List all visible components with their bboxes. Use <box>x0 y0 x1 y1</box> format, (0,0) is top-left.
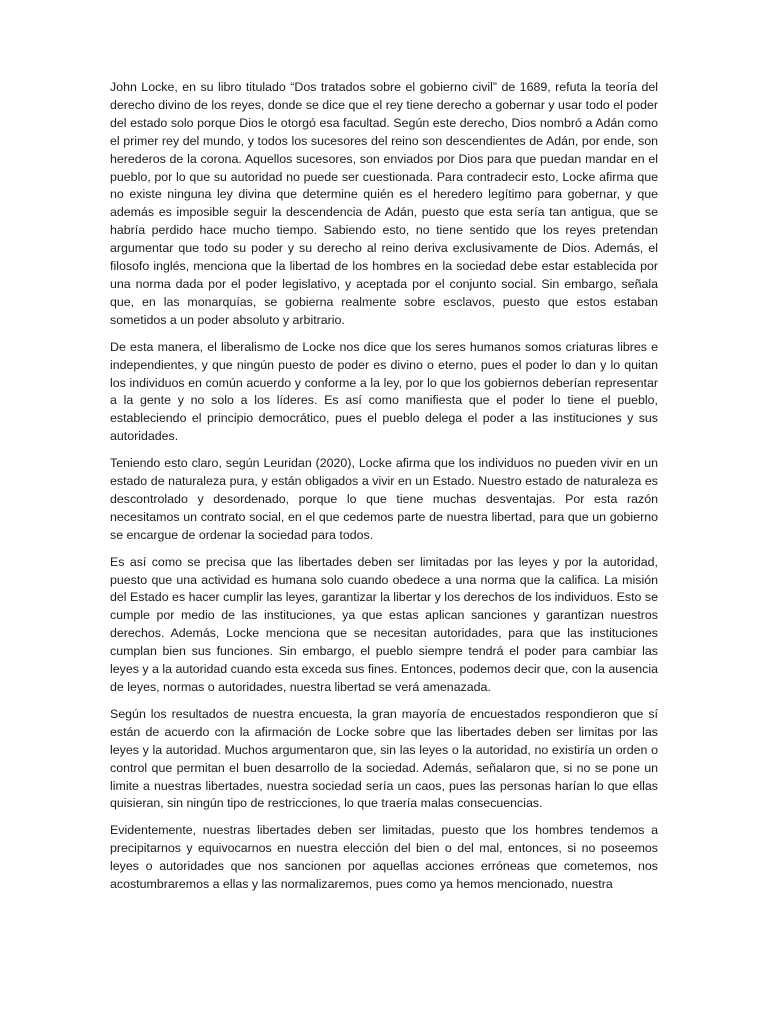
paragraph-conclusion: Evidentemente, nuestras libertades deben ser limitadas, puesto que los hombres tendemos a precipitarnos y equivocarnos en nuestra elección del bien o del mal, entonces, si no poseemos leyes o autoridades que nos sancionen por aquellas acciones erróneas que cometemos, nos acostumbraremos a ellas y las normalizaremos, pues como ya hemos mencionado, nuestra <box>110 823 658 892</box>
paragraph-social-contract: Teniendo esto claro, según Leuridan (2020), Locke afirma que los individuos no pueden vivir en un estado de naturaleza pura, y están obligados a vivir en un Estado. Nuestro estado de naturaleza es descontrolado y desordenado, porque lo que tiene muchas desventajas. Por esta razón necesitamos un contrato social, en el que cedemos parte de nuestra libertad, para que un gobierno se encargue de ordenar la sociedad para todos. <box>110 456 658 542</box>
paragraph-liberalism: De esta manera, el liberalismo de Locke nos dice que los seres humanos somos criaturas libres e independientes, y que ningún puesto de poder es divino o eterno, pues el poder lo dan y lo quitan los individuos en común acuerdo y conforme a la ley, por lo que los gobiernos deberían representar a la gente y no solo a los líderes. Es así como manifiesta que el poder lo tiene el pueblo, estableciendo el principio democrático, pues el pueblo delega el poder a las instituciones y sus autoridades. <box>110 339 658 444</box>
paragraph-limited-liberties: Es así como se precisa que las libertades deben ser limitadas por las leyes y por la autoridad, puesto que una actividad es humana solo cuando obedece a una norma que la califica. La misión del Estado es hacer cumplir las leyes, garantizar la libertar y los derechos de los individuos. Esto se cumple por medio de las instituciones, ya que estas aplican sanciones y garantizan nuestros derechos. Además, Locke menciona que se necesitan autoridades, para que las instituciones cumplan bien sus funciones. Sin embargo, el pueblo siempre tendrá el poder para cambiar las leyes y a la autoridad cuando esta exceda sus fines. Entonces, podemos decir que, con la ausencia de leyes, normas o autoridades, nuestra libertad se verá amenazada. <box>110 554 658 694</box>
document-page <box>110 79 658 903</box>
paragraph-locke-divine-right: John Locke, en su libro titulado “Dos tratados sobre el gobierno civil” de 1689, refuta la teoría del derecho divino de los reyes, donde se dice que el rey tiene derecho a gobernar y usar todo el poder del estado solo porque Dios le otorgó esa facultad. Según este derecho, Dios nombró a Adán como el primer rey del mundo, y todos los sucesores del reino son descendientes de Adán, por ende, son herederos de la corona. Aquellos sucesores, son enviados por Dios para que puedan mandar en el pueblo, por lo que su autoridad no puede ser cuestionada. Para contradecir esto, Locke afirma que no existe ninguna ley divina que determine quién es el heredero legítimo para gobernar, y que además es imposible seguir la descendencia de Adán, puesto que esta sería tan antigua, que se habría perdido hace mucho tiempo. Sabiendo esto, no tiene sentido que los reyes pretendan argumentar que todo su poder y su derecho al reino deriva exclusivamente de Dios. Además, el filosofo inglés, menciona que la libertad de los hombres en la sociedad debe estar establecida por una norma dada por el poder legislativo, y aceptada por el conjunto social. Sin embargo, señala que, en las monarquías, se gobierna realmente sobre esclavos, puesto que estos estaban sometidos a un poder absoluto y arbitrario. <box>110 80 658 327</box>
paragraph-survey-results: Según los resultados de nuestra encuesta, la gran mayoría de encuestados respondieron que sí están de acuerdo con la afirmación de Locke sobre que las libertades deben ser limitas por las leyes y la autoridad. Muchos argumentaron que, sin las leyes o la autoridad, no existiría un orden o control que permitan el buen desarrollo de la sociedad. Además, señalaron que, si no se pone un limite a nuestras libertades, nuestra sociedad sería un caos, pues las personas harían lo que ellas quisieran, sin ningún tipo de restricciones, lo que traería malas consecuencias. <box>110 706 658 811</box>
